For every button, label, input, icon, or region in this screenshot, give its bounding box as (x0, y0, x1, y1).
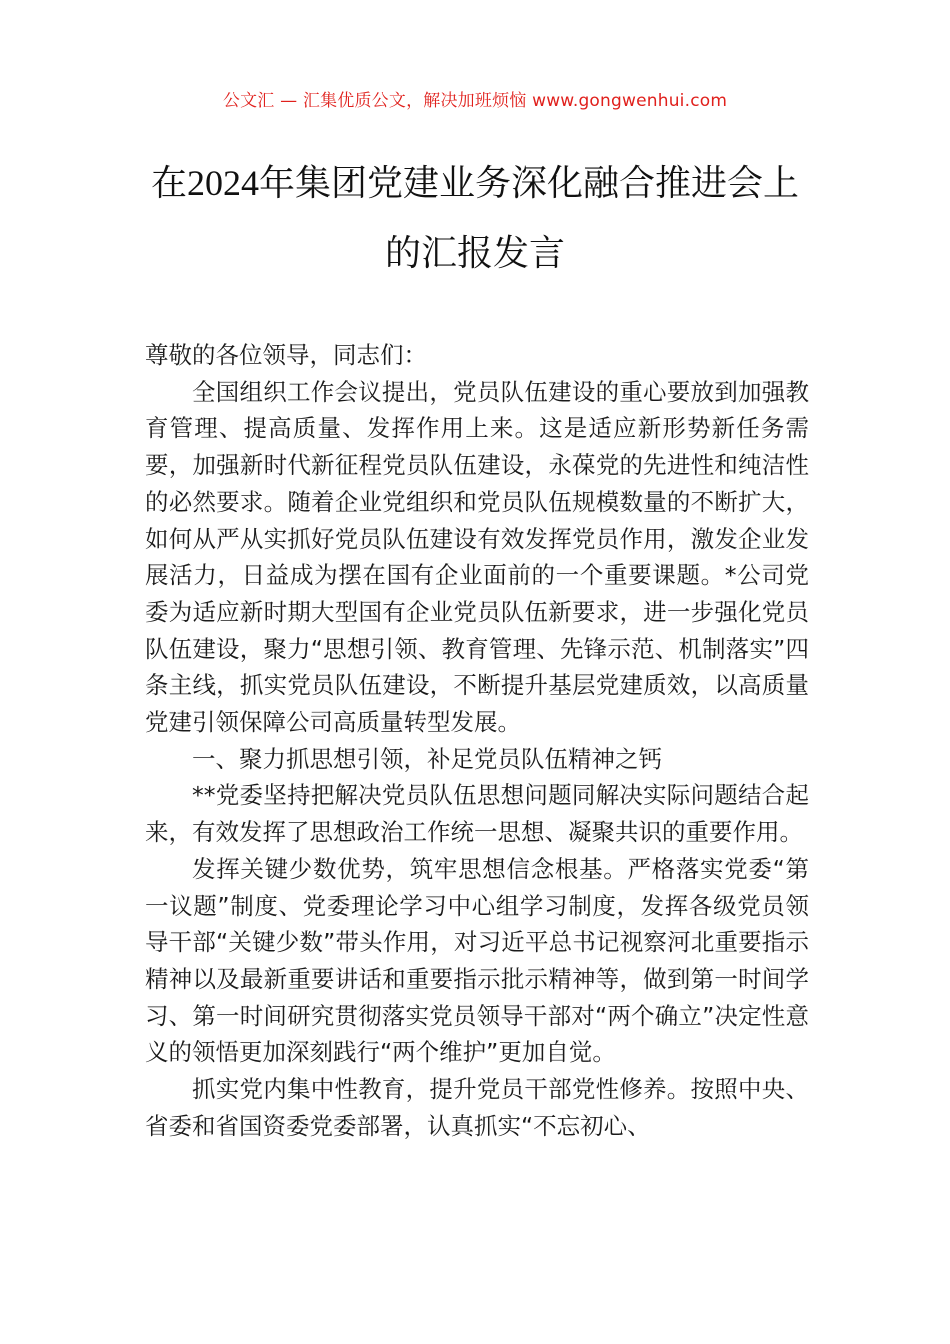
section-heading: 一、聚力抓思想引领，补足党员队伍精神之钙 (192, 744, 662, 773)
paragraph: 抓实党内集中性教育，提升党员干部党性修养。按照中央、省委和省国资委党委部署，认真抓实“不忘初心、 (145, 1075, 809, 1140)
paragraph: 发挥关键少数优势，筑牢思想信念根基。严格落实党委“第一议题”制度、党委理论学习中心组学习制度，发挥各级党员领导干部“关键少数”带头作用，对习近平总书记视察河北重要指示精神以及最新重要讲话和重要指示批示精神等，做到第一时间学习、第一时间研究贯彻落实党员领导干部对“两个确立”决定性意义的领悟更加深刻践行“两个维护”更加自觉。 (145, 854, 809, 1067)
title-line-1-rest: 年集团党建业务深化融合推进会上 (259, 163, 800, 204)
site-watermark-header: 公文汇 — 汇集优质公文，解决加班烦恼 www.gongwenhui.com (222, 91, 728, 111)
document-body (145, 337, 809, 1144)
document-title (120, 148, 830, 289)
title-prefix: 在 (150, 163, 187, 204)
title-line-2: 的汇报发言 (384, 233, 565, 274)
salutation: 尊敬的各位领导，同志们： (145, 341, 427, 369)
paragraph-intro: 全国组织工作会议提出，党员队伍建设的重心要放到加强教育管理、提高质量、发挥作用上来。这是适应新形势新任务需要，加强新时代新征程党员队伍建设，永葆党的先进性和纯洁性的必然要求。随着企业党组织和党员队伍规模数量的不断扩大，如何从严从实抓好党员队伍建设有效发挥党员作用，激发企业发展活力，日益成为摆在国有企业面前的一个重要课题。*公司党委为适应新时期大型国有企业党员队伍新要求，进一步强化党员队伍建设，聚力“思想引领、教育管理、先锋示范、机制落实”四条主线，抓实党员队伍建设，不断提升基层党建质效，以高质量党建引领保障公司高质量转型发展。 (145, 377, 809, 737)
title-year: 2024 (187, 163, 259, 203)
paragraph: **党委坚持把解决党员队伍思想问题同解决实际问题结合起来，有效发挥了思想政治工作统一思想、凝聚共识的重要作用。 (145, 781, 809, 847)
title-line-1 (120, 148, 830, 219)
